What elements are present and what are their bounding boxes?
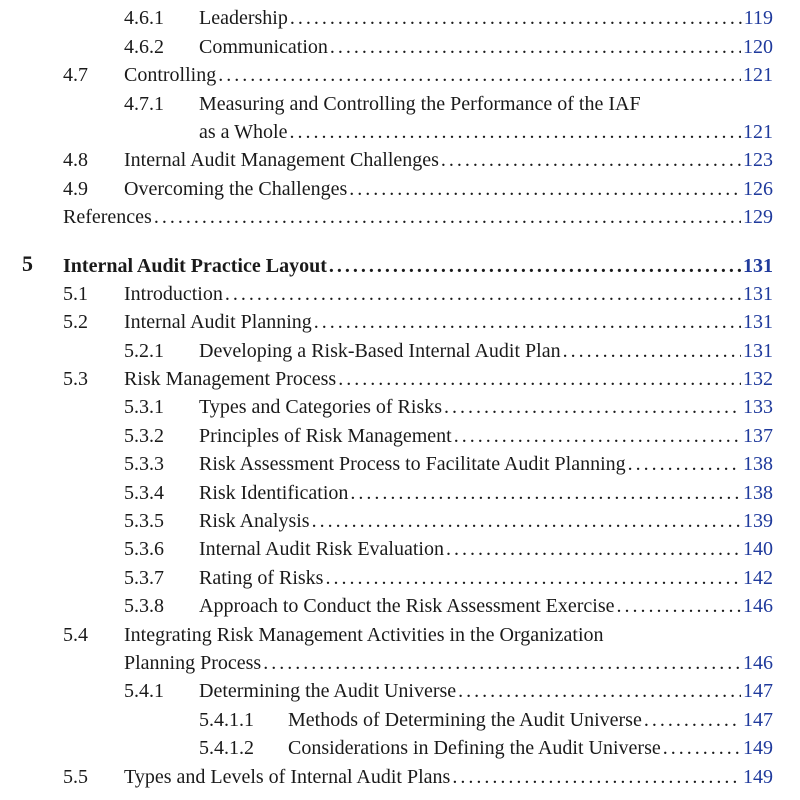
toc-entry-title: as a Whole xyxy=(199,121,288,143)
toc-entry-title: Internal Audit Planning xyxy=(124,311,312,333)
dot-leader xyxy=(454,422,741,450)
toc-entry[interactable] xyxy=(199,507,773,535)
toc-entry[interactable] xyxy=(199,592,773,620)
dot-leader xyxy=(446,535,741,563)
toc-entry-title: Approach to Conduct the Risk Assessment Exercise xyxy=(199,595,615,617)
toc-entry-number: 4.7 xyxy=(63,64,88,86)
toc-entry-title: Overcoming the Challenges xyxy=(124,178,348,200)
toc-entry-title: Principles of Risk Management xyxy=(199,425,452,447)
dot-leader xyxy=(644,706,741,734)
toc-entry[interactable] xyxy=(288,734,773,762)
toc-entry[interactable] xyxy=(124,61,773,89)
dot-leader xyxy=(349,175,741,203)
toc-entry[interactable] xyxy=(124,280,773,308)
dot-leader xyxy=(154,203,741,231)
toc-entry-page-number[interactable]: 139 xyxy=(743,510,773,532)
dot-leader xyxy=(330,33,741,61)
toc-entry-page-number[interactable]: 131 xyxy=(743,255,773,277)
toc-entry-page-number[interactable]: 147 xyxy=(743,709,773,731)
dot-leader xyxy=(225,280,741,308)
dot-leader xyxy=(617,592,742,620)
toc-entry[interactable] xyxy=(288,706,773,734)
toc-entry-page-number[interactable]: 146 xyxy=(743,595,773,617)
toc-entry-number: 5.5 xyxy=(63,766,88,788)
toc-entry-title: Types and Levels of Internal Audit Plans xyxy=(124,766,451,788)
toc-entry-title: Controlling xyxy=(124,64,217,86)
toc-entry-page-number[interactable]: 142 xyxy=(743,567,773,589)
toc-entry[interactable] xyxy=(199,4,773,32)
toc-entry-title: Measuring and Controlling the Performance of the IAF xyxy=(199,93,641,115)
toc-entry[interactable] xyxy=(124,146,773,174)
toc-entry[interactable] xyxy=(199,535,773,563)
toc-entry-page-number[interactable]: 131 xyxy=(743,283,773,305)
toc-entry[interactable] xyxy=(199,422,773,450)
toc-entry-page-number[interactable]: 120 xyxy=(743,36,773,58)
toc-entry-page-number[interactable]: 131 xyxy=(743,311,773,333)
toc-entry-number: 4.8 xyxy=(63,149,88,171)
toc-entry-page-number[interactable]: 138 xyxy=(743,453,773,475)
toc-entry-title: Developing a Risk-Based Internal Audit Plan xyxy=(199,340,561,362)
toc-entry-title: Planning Process xyxy=(124,652,262,674)
toc-entry-page-number[interactable]: 119 xyxy=(743,7,773,29)
dot-leader xyxy=(663,734,741,762)
toc-entry-page-number[interactable]: 146 xyxy=(743,652,773,674)
toc-entry-page-number[interactable]: 133 xyxy=(743,396,773,418)
toc-entry[interactable] xyxy=(199,564,773,592)
toc-entry-title: Types and Categories of Risks xyxy=(199,396,443,418)
toc-entry[interactable] xyxy=(199,450,773,478)
toc-entry-title: Risk Identification xyxy=(199,482,349,504)
toc-entry-title: Communication xyxy=(199,36,328,58)
toc-entry-page-number[interactable]: 140 xyxy=(743,538,773,560)
dot-leader xyxy=(290,118,742,146)
toc-entry-title: Risk Analysis xyxy=(199,510,310,532)
toc-entry-number: 4.6.2 xyxy=(124,36,164,58)
toc-entry-number: 5.4.1.1 xyxy=(199,709,254,731)
toc-entry-number: 5.3.8 xyxy=(124,595,164,617)
toc-entry[interactable] xyxy=(124,365,773,393)
toc-entry-number: 5.4 xyxy=(63,624,88,646)
toc-entry[interactable] xyxy=(124,649,773,677)
toc-entry-page-number[interactable]: 149 xyxy=(743,737,773,759)
toc-entry-page-number[interactable]: 147 xyxy=(743,680,773,702)
toc-entry-number: 5.3.5 xyxy=(124,510,164,532)
toc-entry-number: 5.3.3 xyxy=(124,453,164,475)
toc-entry[interactable] xyxy=(124,763,773,791)
toc-entry-title: Rating of Risks xyxy=(199,567,324,589)
dot-leader xyxy=(314,308,741,336)
toc-entry-number: 5.3.4 xyxy=(124,482,164,504)
toc-entry-title: References xyxy=(63,206,152,228)
toc-entry-title: Internal Audit Risk Evaluation xyxy=(199,538,444,560)
toc-entry-number: 5.1 xyxy=(63,283,88,305)
toc-entry-title: Leadership xyxy=(199,7,288,29)
toc-entry[interactable] xyxy=(199,393,773,421)
toc-entry-number: 5.3.6 xyxy=(124,538,164,560)
dot-leader xyxy=(218,61,741,89)
toc-entry-page-number[interactable]: 123 xyxy=(743,149,773,171)
dot-leader xyxy=(444,393,741,421)
toc-entry-title: Internal Audit Practice Layout xyxy=(63,255,327,277)
toc-entry-title: Determining the Audit Universe xyxy=(199,680,457,702)
dot-leader xyxy=(338,365,741,393)
toc-entry-page-number[interactable]: 131 xyxy=(743,340,773,362)
toc-entry-page-number[interactable]: 132 xyxy=(743,368,773,390)
toc-entry-number: 5.4.1 xyxy=(124,680,164,702)
toc-entry-number: 5.3.7 xyxy=(124,567,164,589)
dot-leader xyxy=(329,252,741,280)
toc-entry-title: Risk Management Process xyxy=(124,368,337,390)
dot-leader xyxy=(350,479,741,507)
toc-entry[interactable] xyxy=(199,479,773,507)
toc-entry-number: 5.3 xyxy=(63,368,88,390)
toc-entry-number: 5.2.1 xyxy=(124,340,164,362)
dot-leader xyxy=(563,337,741,365)
toc-entry-number: 5.3.2 xyxy=(124,425,164,447)
toc-entry-number: 5.2 xyxy=(63,311,88,333)
toc-entry-page-number[interactable]: 121 xyxy=(743,64,773,86)
toc-entry-page-number[interactable]: 138 xyxy=(743,482,773,504)
toc-entry[interactable] xyxy=(199,33,773,61)
toc-entry-number: 4.6.1 xyxy=(124,7,164,29)
dot-leader xyxy=(290,4,742,32)
toc-entry-title: Introduction xyxy=(124,283,223,305)
dot-leader xyxy=(312,507,741,535)
toc-entry-page-number[interactable]: 149 xyxy=(743,766,773,788)
toc-entry-title: Risk Assessment Process to Facilitate Audit Planning xyxy=(199,453,626,475)
toc-entry-page-number[interactable]: 129 xyxy=(743,206,773,228)
toc-entry-title: Considerations in Defining the Audit Universe xyxy=(288,737,661,759)
toc-entry-title: Internal Audit Management Challenges xyxy=(124,149,439,171)
dot-leader xyxy=(325,564,741,592)
toc-entry-page-number[interactable]: 121 xyxy=(743,121,773,143)
dot-leader xyxy=(441,146,741,174)
toc-entry-number: 5.3.1 xyxy=(124,396,164,418)
dot-leader xyxy=(458,677,741,705)
dot-leader xyxy=(628,450,741,478)
toc-entry[interactable] xyxy=(199,337,773,365)
toc-entry-number: 5 xyxy=(22,251,33,276)
toc-entry[interactable] xyxy=(199,90,773,118)
toc-entry-number: 5.4.1.2 xyxy=(199,737,254,759)
dot-leader xyxy=(263,649,741,677)
toc-entry-title: Integrating Risk Management Activities in the Organization xyxy=(124,624,604,646)
toc-entry-page-number[interactable]: 137 xyxy=(743,425,773,447)
toc-entry[interactable] xyxy=(199,677,773,705)
toc-entry-page-number[interactable]: 126 xyxy=(743,178,773,200)
toc-entry[interactable] xyxy=(63,203,773,231)
toc-entry[interactable] xyxy=(124,621,773,649)
dot-leader xyxy=(452,763,741,791)
toc-entry[interactable] xyxy=(63,252,773,280)
toc-entry-title: Methods of Determining the Audit Universe xyxy=(288,709,642,731)
toc-entry[interactable] xyxy=(124,175,773,203)
toc-entry-number: 4.9 xyxy=(63,178,88,200)
toc-entry[interactable] xyxy=(199,118,773,146)
toc-entry-number: 4.7.1 xyxy=(124,93,164,115)
toc-entry[interactable] xyxy=(124,308,773,336)
